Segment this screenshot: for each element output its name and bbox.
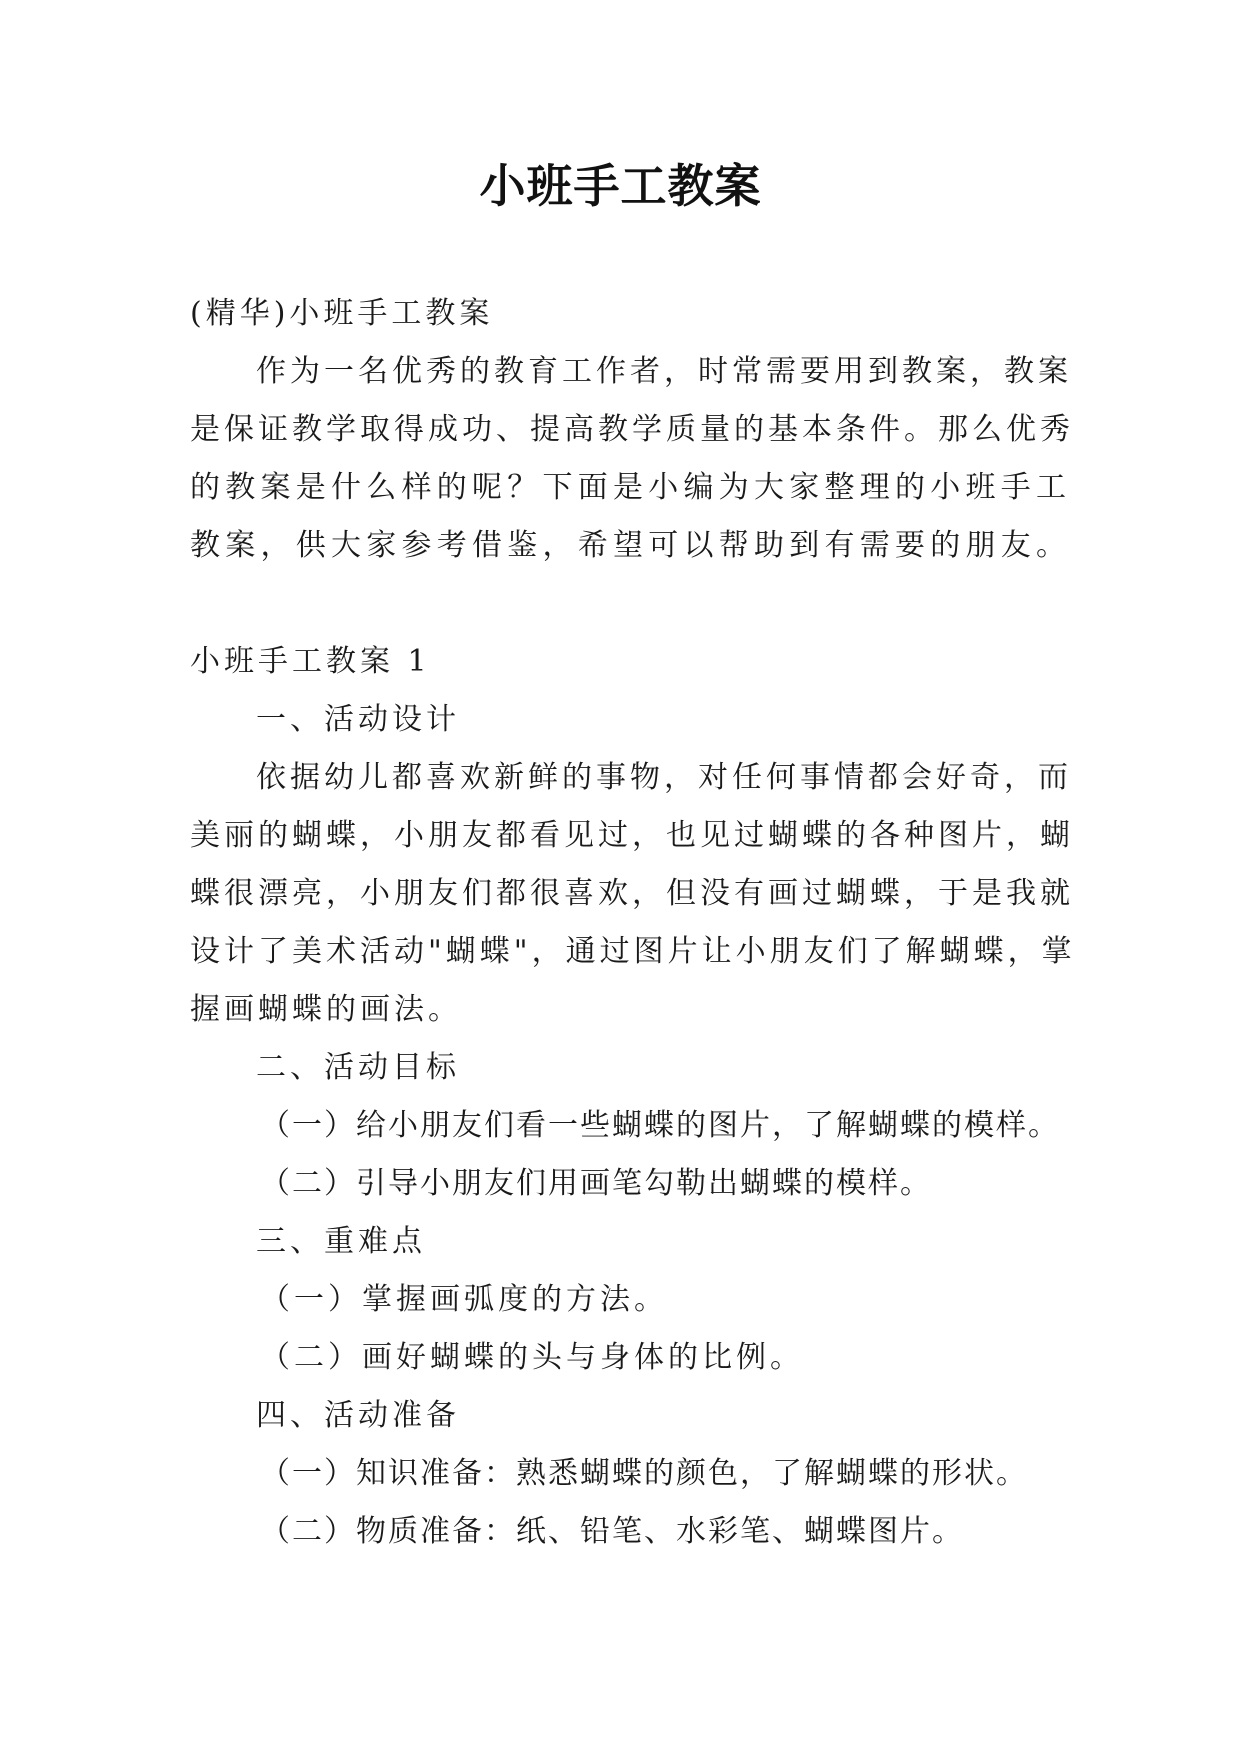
design-line-2: 美丽的蝴蝶，小朋友都看见过，也见过蝴蝶的各种图片，蝴 — [190, 818, 1074, 853]
goal-item-2: （二）引导小朋友们用画笔勾勒出蝴蝶的模样。 — [260, 1166, 932, 1201]
intro-line-4: 教案，供大家参考借鉴，希望可以帮助到有需要的朋友。 — [190, 528, 1070, 563]
heading-activity-goals: 二、活动目标 — [256, 1050, 460, 1085]
prep-item-2: （二）物质准备：纸、铅笔、水彩笔、蝴蝶图片。 — [260, 1514, 964, 1549]
section-title: 小班手工教案 1 — [190, 644, 431, 679]
design-line-5: 握画蝴蝶的画法。 — [190, 992, 462, 1027]
design-line-4: 设计了美术活动"蝴蝶"，通过图片让小朋友们了解蝴蝶，掌 — [190, 934, 1076, 969]
document-subtitle: (精华)小班手工教案 — [190, 296, 494, 331]
design-line-3: 蝶很漂亮，小朋友们都很喜欢，但没有画过蝴蝶，于是我就 — [190, 876, 1074, 911]
intro-line-1: 作为一名优秀的教育工作者，时常需要用到教案，教案 — [256, 354, 1072, 389]
prep-item-1: （一）知识准备：熟悉蝴蝶的颜色，了解蝴蝶的形状。 — [260, 1456, 1028, 1491]
heading-preparation: 四、活动准备 — [256, 1398, 460, 1433]
heading-activity-design: 一、活动设计 — [256, 702, 460, 737]
key-point-1: （一）掌握画弧度的方法。 — [260, 1282, 668, 1317]
design-line-1: 依据幼儿都喜欢新鲜的事物，对任何事情都会好奇，而 — [256, 760, 1072, 795]
paragraph-gap — [190, 575, 1070, 633]
intro-line-3: 的教案是什么样的呢？下面是小编为大家整理的小班手工 — [190, 470, 1070, 505]
document-body — [190, 285, 1076, 1561]
intro-line-2: 是保证教学取得成功、提高教学质量的基本条件。那么优秀 — [190, 412, 1074, 447]
key-point-2: （二）画好蝴蝶的头与身体的比例。 — [260, 1340, 804, 1375]
heading-key-points: 三、重难点 — [256, 1224, 426, 1259]
goal-item-1: （一）给小朋友们看一些蝴蝶的图片，了解蝴蝶的模样。 — [260, 1108, 1060, 1143]
document-title: 小班手工教案 — [479, 159, 762, 213]
